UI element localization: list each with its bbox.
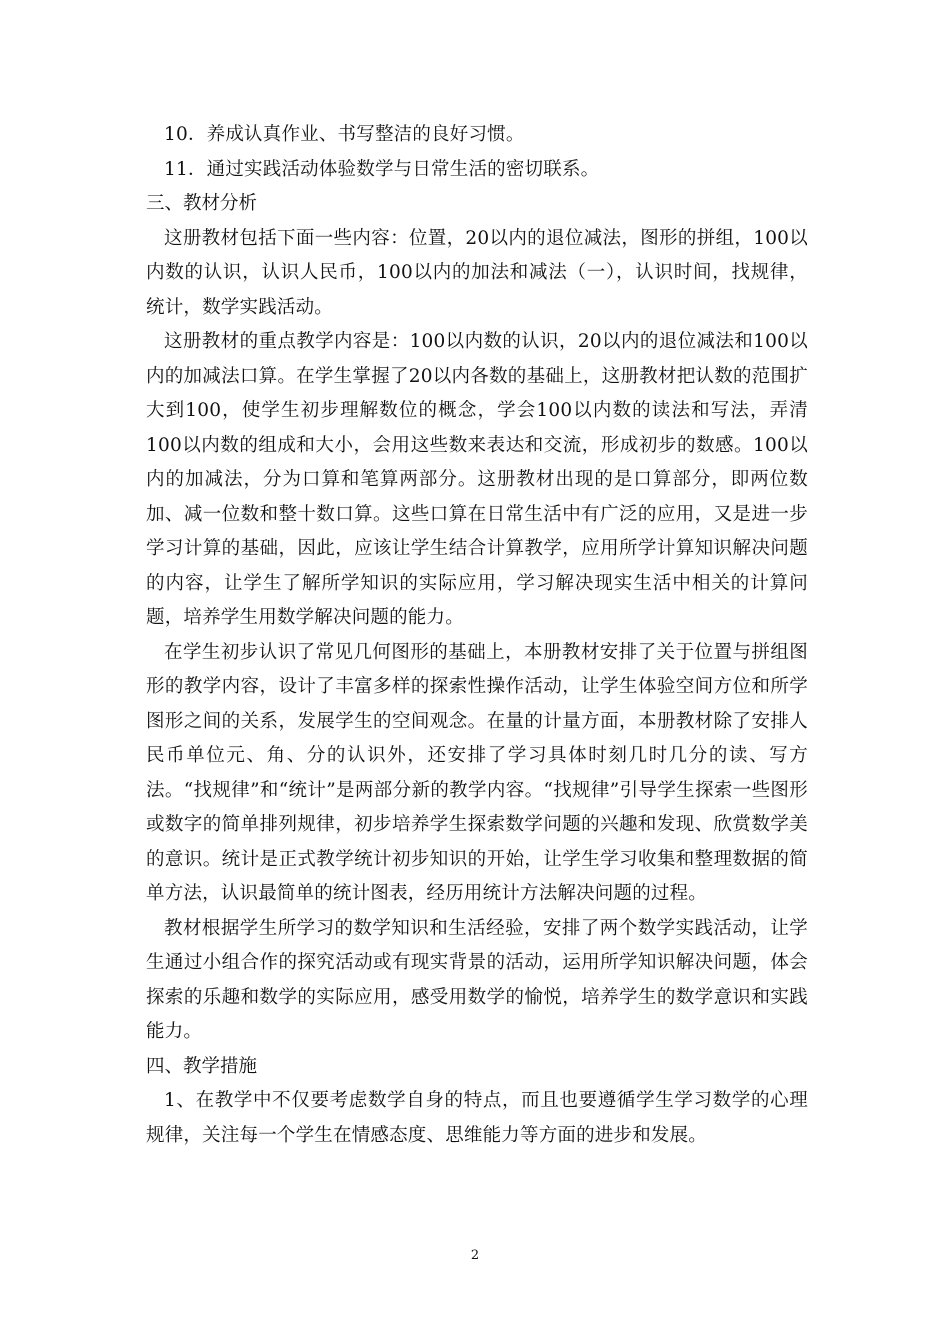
list-item: 10．养成认真作业、书写整洁的良好习惯。 — [164, 124, 525, 145]
page-number: 2 — [470, 1248, 480, 1263]
page-content — [146, 118, 808, 1153]
section-heading: 三、教材分析 — [146, 193, 258, 214]
paragraph: 这册教材的重点教学内容是：100以内数的认识，20以内的退位减法和100以内的加减法口算。在学生掌握了20以内各数的基础上，这册教材把认数的范围扩大到100，使学生初步理解数位的概念，学会100以内数的读法和写法，弄清100以内数的组成和大小，会用这些数来表达和交流，形成初步的数感。100以内的加减法，分为口算和笔算两部分。这册教材出现的是口算部分，即两位数加、减一位数和整十数口算。这些口算在日常生活中有广泛的应用，又是进一步学习计算的基础，因此，应该让学生结合计算教学，应用所学计算知识解决问题的内容，让学生了解所学知识的实际应用，学习解决现实生活中相关的计算问题，培养学生用数学解决问题的能力。 — [146, 331, 808, 628]
paragraph: 教材根据学生所学习的数学知识和生活经验，安排了两个数学实践活动，让学生通过小组合作的探究活动或有现实背景的活动，运用所学知识解决问题，体会探索的乐趣和数学的实际应用，感受用数学的愉悦，培养学生的数学意识和实践能力。 — [146, 917, 808, 1042]
list-item: 11．通过实践活动体验数学与日常生活的密切联系。 — [164, 158, 600, 180]
paragraph: 1、在教学中不仅要考虑数学自身的特点，而且也要遵循学生学习数学的心理规律，关注每一个学生在情感态度、思维能力等方面的进步和发展。 — [146, 1090, 808, 1146]
section-heading: 四、教学措施 — [146, 1055, 258, 1077]
paragraph: 这册教材包括下面一些内容：位置，20以内的退位减法，图形的拼组，100以内数的认识，认识人民币，100以内的加法和减法（一），认识时间，找规律，统计，数学实践活动。 — [146, 227, 808, 318]
paragraph: 在学生初步认识了常见几何图形的基础上，本册教材安排了关于位置与拼组图形的教学内容，设计了丰富多样的探索性操作活动，让学生体验空间方位和所学图形之间的关系，发展学生的空间观念。在量的计量方面，本册教材除了安排人民币单位元、角、分的认识外，还安排了学习具体时刻几时几分的读、写方法。“找规律”和“统计”是两部分新的教学内容。“找规律”引导学生探索一些图形或数字的简单排列规律，初步培养学生探索数学问题的兴趣和发现、欣赏数学美的意识。统计是正式教学统计初步知识的开始，让学生学习收集和整理数据的简单方法，认识最简单的统计图表，经历用统计方法解决问题的过程。 — [146, 641, 808, 904]
